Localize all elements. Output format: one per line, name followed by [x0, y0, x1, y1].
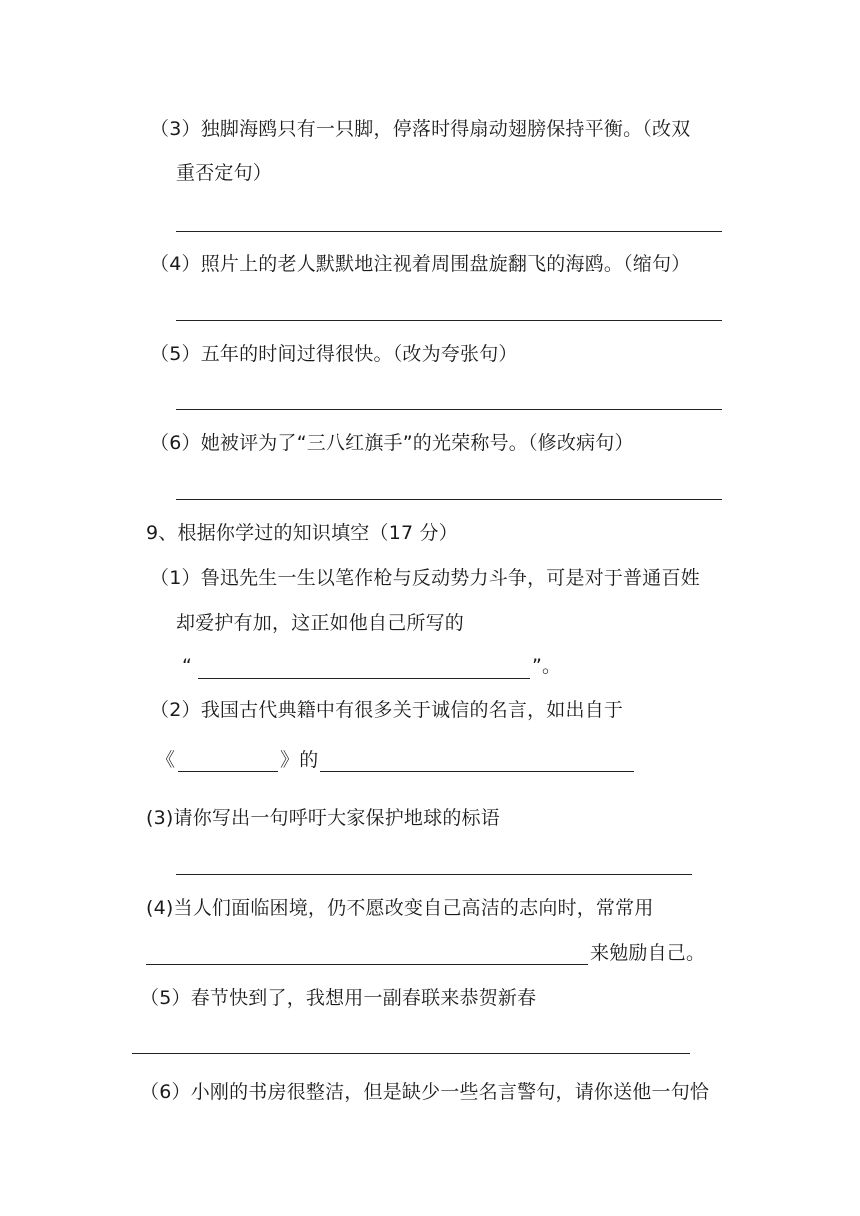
s9-answer-line-5[interactable] [132, 1053, 690, 1054]
s9-answer-line-3[interactable] [176, 874, 692, 875]
s9-question-6-line-1: （6）小刚的书房很整洁，但是缺少一些名言警句，请你送他一句恰 [140, 1081, 710, 1103]
question-3-line-2: 重否定句） [176, 162, 273, 184]
question-4: （4）照片上的老人默默地注视着周围盘旋翻飞的海鸥。（缩句） [150, 253, 691, 275]
s9-question-1-line-1: （1）鲁迅先生一生以笔作枪与反动势力斗争，可是对于普通百姓 [150, 567, 700, 589]
s9-question-1-line-2: 却爱护有加，这正如他自己所写的 [176, 612, 465, 634]
s9-question-5: （5）春节快到了，我想用一副春联来恭贺新春 [140, 987, 537, 1009]
s9-q1-close-quote: ”。 [532, 655, 562, 677]
question-5: （5）五年的时间过得很快。（改为夸张句） [150, 343, 518, 365]
s9-answer-line-4[interactable] [146, 964, 588, 965]
s9-question-4-suffix: 来勉励自己。 [590, 942, 706, 964]
s9-question-2-line-1: （2）我国古代典籍中有很多关于诚信的名言，如出自于 [150, 699, 624, 721]
answer-line-6[interactable] [176, 499, 722, 500]
question-6: （6）她被评为了“三八红旗手”的光荣称号。（修改病句） [150, 432, 634, 454]
s9-quote-blank[interactable] [320, 771, 634, 772]
question-3-line-1: （3）独脚海鸥只有一只脚，停落时得扇动翅膀保持平衡。（改双 [150, 118, 691, 140]
s9-question-4-line-1: (4)当人们面临困境，仍不愿改变自己高洁的志向时，常常用 [146, 897, 654, 919]
s9-q2-close-bracket: 》的 [280, 749, 319, 771]
section-9-heading: 9、根据你学过的知识填空（17 分） [146, 522, 458, 544]
answer-line-3[interactable] [176, 231, 722, 232]
s9-q2-open-bracket: 《 [156, 749, 176, 771]
s9-question-3: (3)请你写出一句呼吁大家保护地球的标语 [146, 807, 500, 829]
s9-book-title-blank[interactable] [178, 771, 278, 772]
answer-line-4[interactable] [176, 320, 722, 321]
answer-line-5[interactable] [176, 409, 722, 410]
s9-answer-line-1[interactable] [198, 678, 530, 679]
s9-q1-open-quote: “ [182, 655, 193, 677]
